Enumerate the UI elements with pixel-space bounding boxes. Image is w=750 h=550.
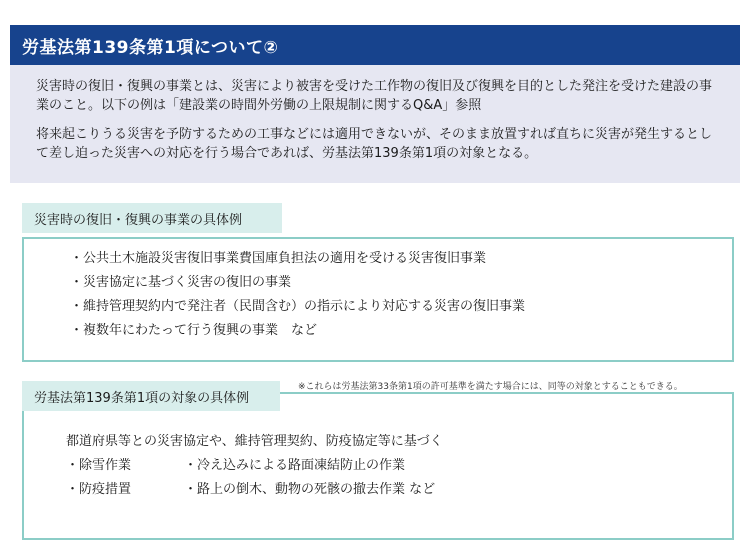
intro-paragraph-1: 災害時の復旧・復興の事業とは、災害により被害を受けた工作物の復旧及び復興を目的とした発注を受けた建設の事業のこと。以下の例は「建設業の時間外労働の上限規制に関するQ&A」参照	[36, 79, 713, 113]
slide-title: 労基法第139条第1項について②	[22, 37, 279, 58]
slide-title-bar	[10, 25, 740, 65]
section2-grid	[66, 454, 443, 502]
section1-label-text: 災害時の復旧・復興の事業の具体例	[34, 212, 243, 228]
list-item: ・災害協定に基づく災害の復旧の事業	[70, 275, 292, 290]
grid-cell: ・除雪作業	[66, 458, 132, 473]
list-item: ・維持管理契約内で発注者（民間含む）の指示により対応する災害の復旧事業	[70, 299, 526, 314]
grid-cell: ・路上の倒木、動物の死骸の撤去作業 など	[184, 482, 436, 497]
grid-cell: ・冷え込みによる路面凍結防止の作業	[184, 458, 406, 473]
section2-lead: 都道府県等との災害協定や、維持管理契約、防疫協定等に基づく	[66, 434, 443, 449]
intro-panel	[10, 65, 740, 183]
section2-content	[66, 430, 443, 502]
intro-paragraph-2: 将来起こりうる災害を予防するための工事などには適用できないが、そのまま放置すれば直ちに災害が発生するとして差し迫った災害への対応を行う場合であれば、労基法第139条第1項の対象となる。	[36, 127, 713, 161]
list-item: ・公共土木施設災害復旧事業費国庫負担法の適用を受ける災害復旧事業	[70, 251, 487, 266]
section2-note: ※これらは労基法第33条第1項の許可基準を満たす場合には、同等の対象とすることもできる。	[298, 382, 683, 392]
grid-cell: ・防疫措置	[66, 482, 132, 497]
list-item: ・複数年にわたって行う復興の事業 など	[70, 323, 318, 338]
section1-list	[70, 247, 525, 343]
section2-label-text: 労基法第139条第1項の対象の具体例	[34, 390, 250, 406]
section1-label	[22, 203, 282, 233]
section2-label	[22, 381, 280, 411]
